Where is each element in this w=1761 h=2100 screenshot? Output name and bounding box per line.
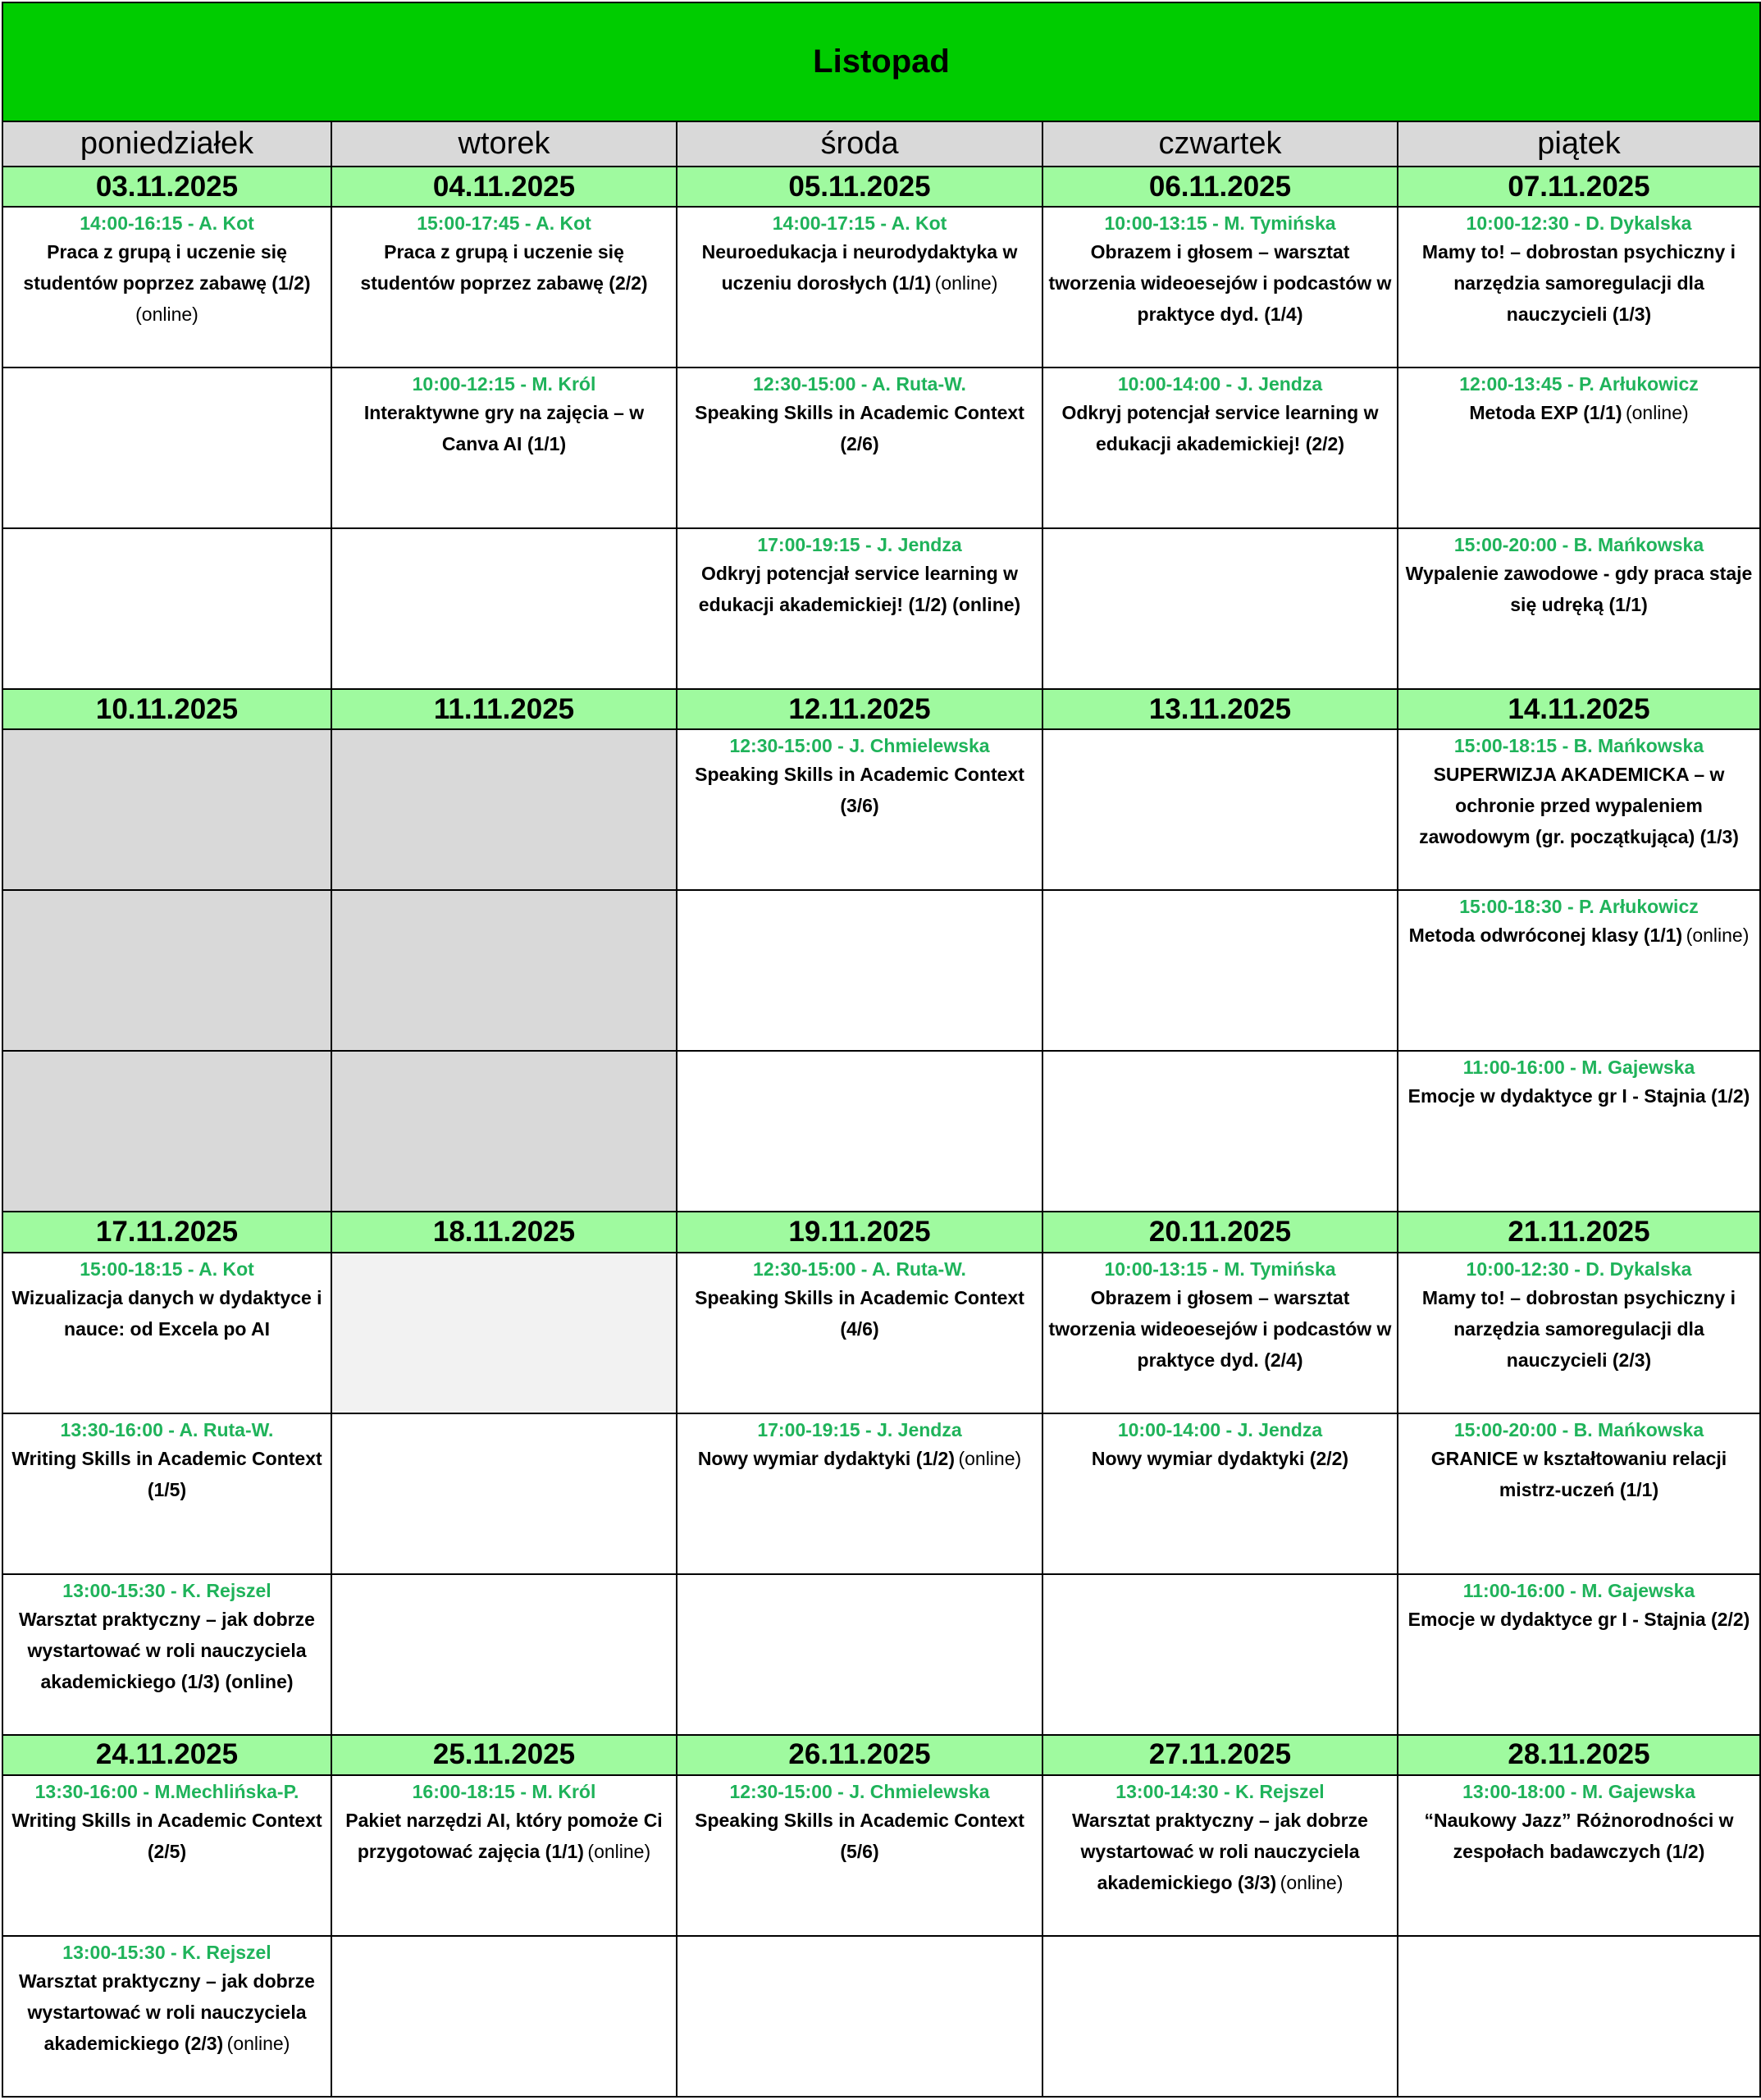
event-time: 17:00-19:15 - J. Jendza — [757, 534, 962, 556]
empty-cell — [1042, 890, 1398, 1051]
event-title: Neuroedukacja i neurodydaktyka w uczeniu dorosłych (1/1) — [701, 241, 1018, 294]
event-cell[interactable] — [2, 1936, 331, 2097]
event-row — [2, 1775, 1760, 1936]
event-note: (online) — [135, 304, 198, 326]
date-row — [2, 167, 1760, 207]
blocked-cell — [2, 890, 331, 1051]
event-cell[interactable] — [331, 207, 677, 368]
date-cell: 26.11.2025 — [677, 1735, 1042, 1775]
event-row — [2, 729, 1760, 890]
event-cell[interactable] — [1398, 729, 1760, 890]
date-cell: 10.11.2025 — [2, 689, 331, 729]
weekday-header: piątek — [1398, 121, 1760, 167]
event-cell[interactable] — [1398, 368, 1760, 528]
event-row — [2, 1574, 1760, 1735]
event-time: 11:00-16:00 - M. Gajewska — [1462, 1057, 1695, 1079]
event-title: Emocje w dydaktyce gr I - Stajnia (1/2) — [1407, 1085, 1750, 1107]
date-row — [2, 1212, 1760, 1252]
empty-cell — [1042, 1051, 1398, 1212]
event-title: Writing Skills in Academic Context (1/5) — [11, 1447, 322, 1500]
event-title: Praca z grupą i uczenie się studentów poprzez zabawę (1/2) — [23, 241, 311, 294]
weekday-header-row — [2, 121, 1760, 167]
date-cell: 28.11.2025 — [1398, 1735, 1760, 1775]
event-cell[interactable] — [677, 1775, 1042, 1936]
event-title: Metoda odwróconej klasy (1/1) — [1408, 924, 1683, 947]
schedule-table — [2, 2, 1761, 2098]
event-row — [2, 1413, 1760, 1574]
event-title: Wizualizacja danych w dydaktyce i nauce: od Excela po AI — [11, 1286, 322, 1340]
event-title: Speaking Skills in Academic Context (2/6) — [695, 402, 1024, 455]
event-cell[interactable] — [1042, 207, 1398, 368]
event-time: 13:00-15:30 - K. Rejszel — [62, 1941, 271, 1963]
event-title: Mamy to! – dobrostan psychiczny i narzędzia samoregulacji dla nauczycieli (1/3) — [1421, 241, 1736, 326]
event-note: (online) — [1686, 924, 1750, 947]
event-title: Odkryj potencjał service learning w edukacji akademickiej! (1/2) (online) — [698, 563, 1021, 616]
event-cell[interactable] — [2, 1574, 331, 1735]
event-title: GRANICE w kształtowaniu relacji mistrz-uczeń (1/1) — [1430, 1447, 1727, 1500]
empty-cell — [331, 528, 677, 689]
date-cell: 11.11.2025 — [331, 689, 677, 729]
blocked-cell — [331, 890, 677, 1051]
event-time: 15:00-20:00 - B. Mańkowska — [1453, 1418, 1704, 1440]
event-title: Odkryj potencjał service learning w edukacji akademickiej! (2/2) — [1061, 402, 1379, 455]
empty-cell — [1042, 1574, 1398, 1735]
event-cell[interactable] — [1042, 368, 1398, 528]
event-note: (online) — [958, 1447, 1022, 1469]
event-title: Emocje w dydaktyce gr I - Stajnia (2/2) — [1407, 1608, 1750, 1630]
event-time: 10:00-14:00 - J. Jendza — [1117, 373, 1323, 395]
blocked-cell — [331, 1253, 677, 1413]
event-note: (online) — [1280, 1871, 1344, 1893]
empty-cell — [677, 1051, 1042, 1212]
weekday-header: czwartek — [1042, 121, 1398, 167]
event-time: 12:00-13:45 - P. Arłukowicz — [1459, 373, 1699, 395]
date-cell: 19.11.2025 — [677, 1212, 1042, 1252]
event-row — [2, 207, 1760, 368]
event-cell[interactable] — [1042, 1775, 1398, 1936]
blocked-cell — [331, 1051, 677, 1212]
event-time: 12:30-15:00 - A. Ruta-W. — [753, 373, 966, 395]
event-time: 12:30-15:00 - J. Chmielewska — [729, 1780, 990, 1802]
event-time: 15:00-18:15 - A. Kot — [80, 1258, 254, 1280]
event-cell[interactable] — [1398, 1413, 1760, 1574]
event-time: 15:00-20:00 - B. Mańkowska — [1453, 534, 1704, 556]
event-cell[interactable] — [2, 1775, 331, 1936]
event-time: 10:00-12:15 - M. Król — [412, 373, 596, 395]
weekday-header: wtorek — [331, 121, 677, 167]
event-title: Interaktywne gry na zajęcia – w Canva AI (1/1) — [363, 402, 645, 455]
event-cell[interactable] — [677, 1413, 1042, 1574]
empty-cell — [1398, 1936, 1760, 2097]
event-title: Wypalenie zawodowe - gdy praca staje się udręką (1/1) — [1405, 563, 1753, 616]
empty-cell — [677, 890, 1042, 1051]
event-time: 10:00-13:15 - M. Tymińska — [1104, 212, 1336, 235]
event-cell[interactable] — [1042, 1413, 1398, 1574]
date-cell: 14.11.2025 — [1398, 689, 1760, 729]
event-title: Mamy to! – dobrostan psychiczny i narzędzia samoregulacji dla nauczycieli (2/3) — [1421, 1286, 1736, 1371]
event-time: 15:00-18:15 - B. Mańkowska — [1453, 735, 1704, 757]
event-row — [2, 1936, 1760, 2097]
event-cell[interactable] — [1398, 528, 1760, 689]
event-time: 13:30-16:00 - M.Mechlińska-P. — [34, 1780, 299, 1802]
event-time: 13:00-18:00 - M. Gajewska — [1462, 1780, 1695, 1802]
date-cell: 12.11.2025 — [677, 689, 1042, 729]
date-cell: 21.11.2025 — [1398, 1212, 1760, 1252]
empty-cell — [1042, 528, 1398, 689]
event-time: 10:00-13:15 - M. Tymińska — [1104, 1258, 1336, 1280]
month-title: Listopad — [2, 2, 1760, 121]
empty-cell — [331, 1936, 677, 2097]
date-cell: 17.11.2025 — [2, 1212, 331, 1252]
event-time: 12:30-15:00 - J. Chmielewska — [729, 735, 990, 757]
event-title: Obrazem i głosem – warsztat tworzenia wideoesejów i podcastów w praktyce dyd. (1/4) — [1048, 241, 1392, 326]
date-cell: 20.11.2025 — [1042, 1212, 1398, 1252]
event-time: 13:30-16:00 - A. Ruta-W. — [60, 1418, 274, 1440]
event-cell[interactable] — [1398, 1775, 1760, 1936]
event-cell[interactable] — [677, 368, 1042, 528]
event-time: 15:00-18:30 - P. Arłukowicz — [1459, 896, 1699, 918]
event-time: 15:00-17:45 - A. Kot — [417, 212, 591, 235]
date-cell: 04.11.2025 — [331, 167, 677, 207]
event-title: Speaking Skills in Academic Context (5/6) — [695, 1809, 1024, 1862]
event-cell[interactable] — [2, 1413, 331, 1574]
empty-cell — [1042, 1936, 1398, 2097]
event-time: 10:00-12:30 - D. Dykalska — [1466, 1258, 1692, 1280]
date-cell: 24.11.2025 — [2, 1735, 331, 1775]
event-note: (online) — [934, 272, 998, 294]
event-row — [2, 1051, 1760, 1212]
event-title: Obrazem i głosem – warsztat tworzenia wideoesejów i podcastów w praktyce dyd. (2/4) — [1048, 1286, 1392, 1371]
event-note: (online) — [1625, 402, 1689, 424]
event-time: 12:30-15:00 - A. Ruta-W. — [753, 1258, 966, 1280]
event-time: 16:00-18:15 - M. Król — [412, 1780, 596, 1802]
date-cell: 13.11.2025 — [1042, 689, 1398, 729]
date-cell: 07.11.2025 — [1398, 167, 1760, 207]
event-row — [2, 528, 1760, 689]
event-title: Speaking Skills in Academic Context (4/6) — [695, 1286, 1024, 1340]
date-cell: 03.11.2025 — [2, 167, 331, 207]
date-cell: 05.11.2025 — [677, 167, 1042, 207]
event-title: Warsztat praktyczny – jak dobrze wystartować w roli nauczyciela akademickiego (1/3) (online) — [19, 1608, 315, 1692]
weekday-header: środa — [677, 121, 1042, 167]
event-title: SUPERWIZJA AKADEMICKA – w ochronie przed wypaleniem zawodowym (gr. początkująca) (1/3) — [1419, 764, 1739, 848]
empty-cell — [1042, 729, 1398, 890]
weekday-header: poniedziałek — [2, 121, 331, 167]
event-cell[interactable] — [1398, 890, 1760, 1051]
event-cell[interactable] — [677, 729, 1042, 890]
event-title: Speaking Skills in Academic Context (3/6) — [695, 764, 1024, 817]
date-cell: 06.11.2025 — [1042, 167, 1398, 207]
event-cell[interactable] — [1042, 1253, 1398, 1413]
event-time: 11:00-16:00 - M. Gajewska — [1462, 1579, 1695, 1601]
event-cell[interactable] — [1398, 1574, 1760, 1735]
blocked-cell — [331, 729, 677, 890]
event-cell[interactable] — [677, 207, 1042, 368]
empty-cell — [331, 1574, 677, 1735]
event-note: (online) — [587, 1840, 651, 1862]
event-time: 10:00-14:00 - J. Jendza — [1117, 1418, 1323, 1440]
event-row — [2, 1253, 1760, 1413]
event-row — [2, 890, 1760, 1051]
event-note: (online) — [226, 2032, 290, 2054]
empty-cell — [2, 368, 331, 528]
event-cell[interactable] — [1398, 1051, 1760, 1212]
blocked-cell — [2, 729, 331, 890]
event-time: 14:00-17:15 - A. Kot — [772, 212, 947, 235]
event-row — [2, 368, 1760, 528]
event-cell[interactable] — [2, 1253, 331, 1413]
blocked-cell — [2, 1051, 331, 1212]
empty-cell — [677, 1574, 1042, 1735]
date-cell: 25.11.2025 — [331, 1735, 677, 1775]
empty-cell — [677, 1936, 1042, 2097]
date-cell: 18.11.2025 — [331, 1212, 677, 1252]
event-title: Warsztat praktyczny – jak dobrze wystartować w roli nauczyciela akademickiego (3/3) — [1072, 1809, 1368, 1893]
empty-cell — [331, 1413, 677, 1574]
event-cell[interactable] — [2, 207, 331, 368]
date-row — [2, 1735, 1760, 1775]
event-title: Nowy wymiar dydaktyki (2/2) — [1091, 1447, 1349, 1469]
date-cell: 27.11.2025 — [1042, 1735, 1398, 1775]
event-title: Pakiet narzędzi AI, który pomoże Ci przygotować zajęcia (1/1) — [345, 1809, 663, 1862]
event-title: Writing Skills in Academic Context (2/5) — [11, 1809, 322, 1862]
event-time: 13:00-15:30 - K. Rejszel — [62, 1579, 271, 1601]
event-time: 13:00-14:30 - K. Rejszel — [1115, 1780, 1325, 1802]
event-time: 17:00-19:15 - J. Jendza — [757, 1418, 962, 1440]
event-title: Warsztat praktyczny – jak dobrze wystartować w roli nauczyciela akademickiego (2/3) — [19, 1970, 315, 2054]
event-cell[interactable] — [1398, 1253, 1760, 1413]
event-time: 14:00-16:15 - A. Kot — [80, 212, 254, 235]
event-cell[interactable] — [677, 1253, 1042, 1413]
empty-cell — [2, 528, 331, 689]
event-title: Praca z grupą i uczenie się studentów poprzez zabawę (2/2) — [360, 241, 648, 294]
event-title: “Naukowy Jazz” Różnorodności w zespołach badawczych (1/2) — [1424, 1809, 1734, 1862]
event-cell[interactable] — [677, 528, 1042, 689]
event-cell[interactable] — [331, 1775, 677, 1936]
event-time: 10:00-12:30 - D. Dykalska — [1466, 212, 1692, 235]
date-row — [2, 689, 1760, 729]
event-title: Nowy wymiar dydaktyki (1/2) — [697, 1447, 955, 1469]
event-title: Metoda EXP (1/1) — [1469, 402, 1622, 424]
event-cell[interactable] — [331, 368, 677, 528]
event-cell[interactable] — [1398, 207, 1760, 368]
